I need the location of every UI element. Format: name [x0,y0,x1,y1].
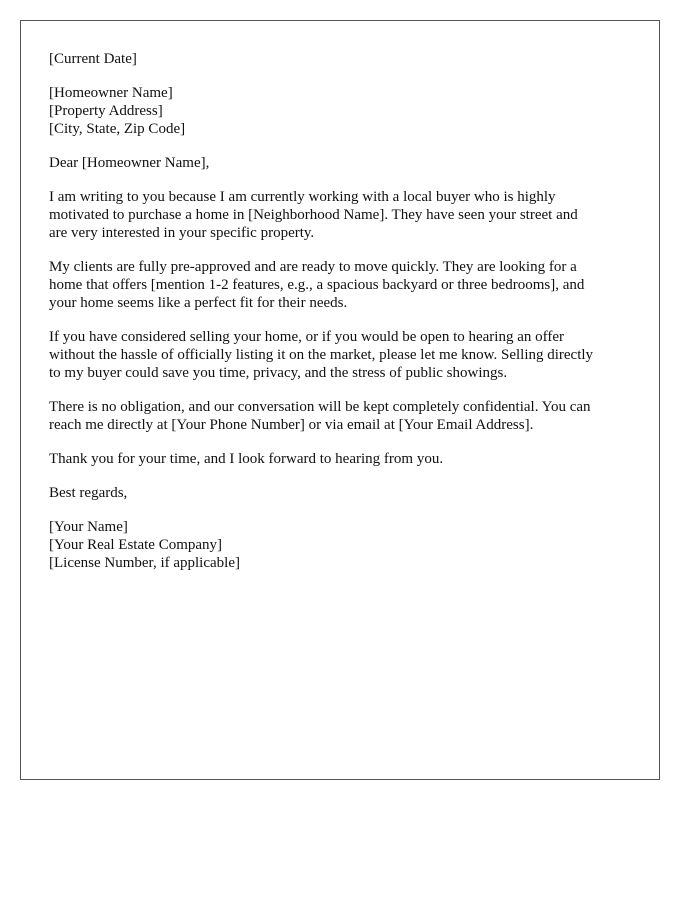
paragraph-line: home that offers [mention 1-2 features, e.g., a spacious backyard or three bedrooms], and [49,277,585,293]
paragraph-line: to my buyer could save you time, privacy, and the stress of public showings. [49,365,508,381]
body-paragraph-1 [49,188,639,242]
paragraph-line: Thank you for your time, and I look forward to hearing from you. [49,451,444,467]
recipient-city: [City, State, Zip Code] [49,121,186,137]
signature-company: [Your Real Estate Company] [49,537,223,553]
signature-name: [Your Name] [49,519,128,535]
body-paragraph-5 [49,450,639,468]
signature-block [49,518,639,572]
paragraph-line: My clients are fully pre-approved and are ready to move quickly. They are looking for a [49,259,577,275]
closing-line: Best regards, [49,485,128,501]
signature-license: [License Number, if applicable] [49,555,240,571]
paragraph-line: without the hassle of officially listing it on the market, please let me know. Selling directly [49,347,594,363]
paragraph-line: reach me directly at [Your Phone Number] or via email at [Your Email Address]. [49,417,534,433]
body-paragraph-3 [49,328,639,382]
paragraph-line: are very interested in your specific property. [49,225,315,241]
date-line: [Current Date] [49,51,137,67]
recipient-address: [Property Address] [49,103,163,119]
salutation-line: Dear [Homeowner Name], [49,155,210,171]
body-paragraph-2 [49,258,639,312]
recipient-block [49,84,639,138]
paragraph-line: There is no obligation, and our conversation will be kept completely confidential. You can [49,399,591,415]
paragraph-line: If you have considered selling your home, or if you would be open to hearing an offer [49,329,564,345]
paragraph-line: I am writing to you because I am currently working with a local buyer who is highly [49,189,556,205]
recipient-name: [Homeowner Name] [49,85,173,101]
paragraph-line: motivated to purchase a home in [Neighborhood Name]. They have seen your street and [49,207,578,223]
letter-body [49,50,639,588]
closing [49,484,639,502]
letter-page [20,20,660,780]
paragraph-line: your home seems like a perfect fit for their needs. [49,295,348,311]
body-paragraph-4 [49,398,639,434]
salutation [49,154,639,172]
letter-date [49,50,639,68]
